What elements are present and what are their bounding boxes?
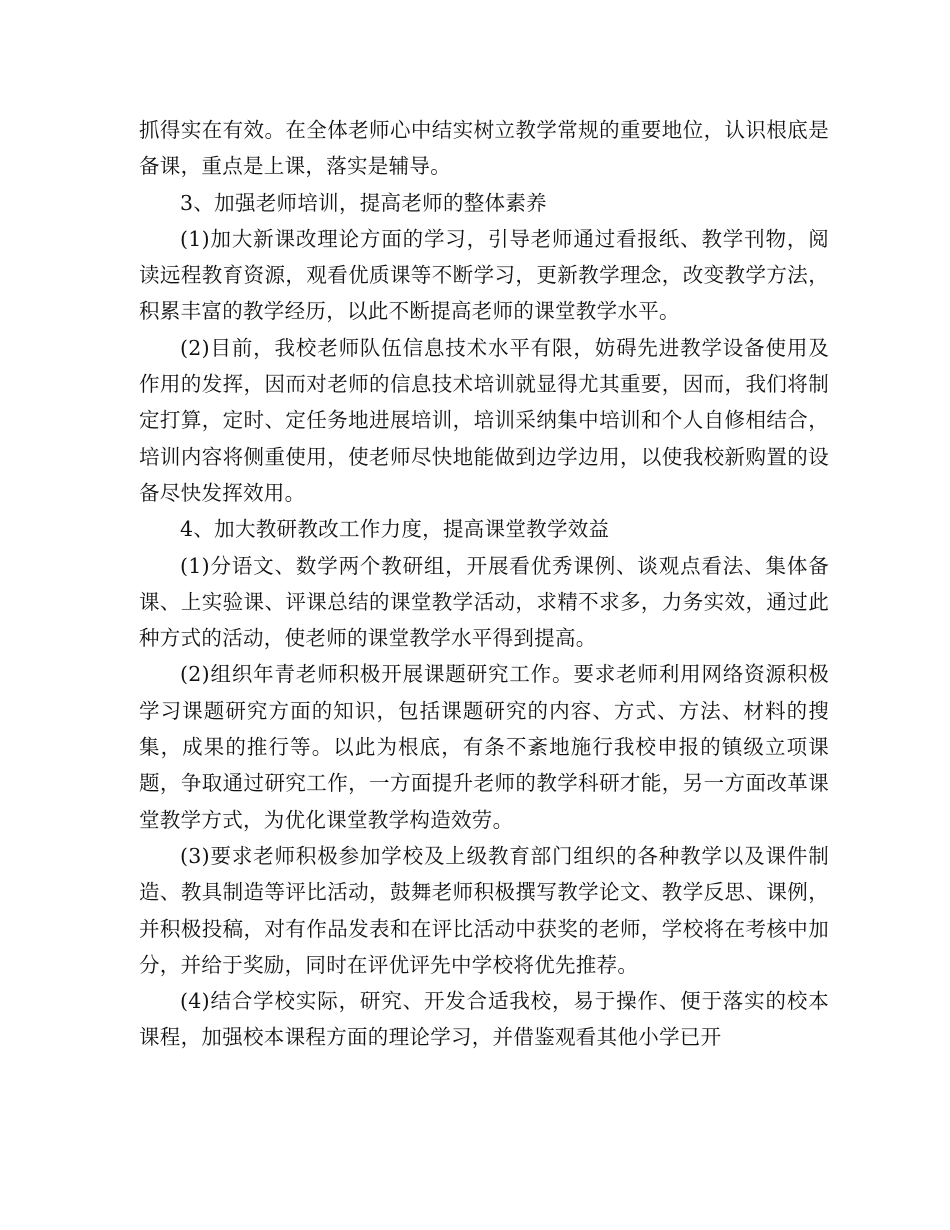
paragraph-continuation: 抓得实在有效。在全体老师心中结实树立教学常规的重要地位，认识根底是备课，重点是上课，落实是辅导。 [139,118,829,179]
paragraph-research-groups: (1)分语文、数学两个教研组，开展看优秀课例、谈观点看法、集体备课、上实验课、评课总结的课堂教学活动，求精不求多，力务实效，通过此种方式的活动，使老师的课堂教学水平得到提高。 [139,553,829,651]
section-heading-teacher-training: 3、加强老师培训，提高老师的整体素养 [180,190,547,215]
document-page [139,112,829,1056]
paragraph-topic-research: (2)组织年青老师积极开展课题研究工作。要求老师利用网络资源积极学习课题研究方面的知识，包括课题研究的内容、方式、方法、材料的搜集，成果的推行等。以此为根底，有条不紊地施行我校申报的镇级立项课题，争取通过研究工作，一方面提升老师的教学科研才能，另一方面改革课堂教学方式，为优化课堂教学构造效劳。 [139,662,829,832]
paragraph-new-curriculum-study: (1)加大新课改理论方面的学习，引导老师通过看报纸、教学刊物，阅读远程教育资源，观看优质课等不断学习，更新教学理念，改变教学方法，积累丰富的教学经历，以此不断提高老师的课堂教学水平。 [139,226,829,324]
paragraph-it-training: (2)目前，我校老师队伍信息技术水平有限，妨碍先进教学设备使用及作用的发挥，因而对老师的信息技术培训就显得尤其重要，因而，我们将制定打算，定时、定任务地进展培训，培训采纳集中培训和个人自修相结合，培训内容将侧重使用，使老师尽快地能做到边学边用，以使我校新购置的设备尽快发挥效用。 [139,335,829,505]
paragraph-competitions: (3)要求老师积极参加学校及上级教育部门组织的各种教学以及课件制造、教具制造等评比活动，鼓舞老师积极撰写教学论文、教学反思、课例，并积极投稿，对有作品发表和在评比活动中获奖的老师，学校将在考核中加分，并给于奖励，同时在评优评先中学校将优先推荐。 [139,843,829,977]
paragraph-school-curriculum: (4)结合学校实际，研究、开发合适我校，易于操作、便于落实的校本课程，加强校本课程方面的理论学习，并借鉴观看其他小学已开 [139,989,829,1050]
section-heading-teaching-research: 4、加大教研教改工作力度，提高课堂教学效益 [180,517,610,542]
